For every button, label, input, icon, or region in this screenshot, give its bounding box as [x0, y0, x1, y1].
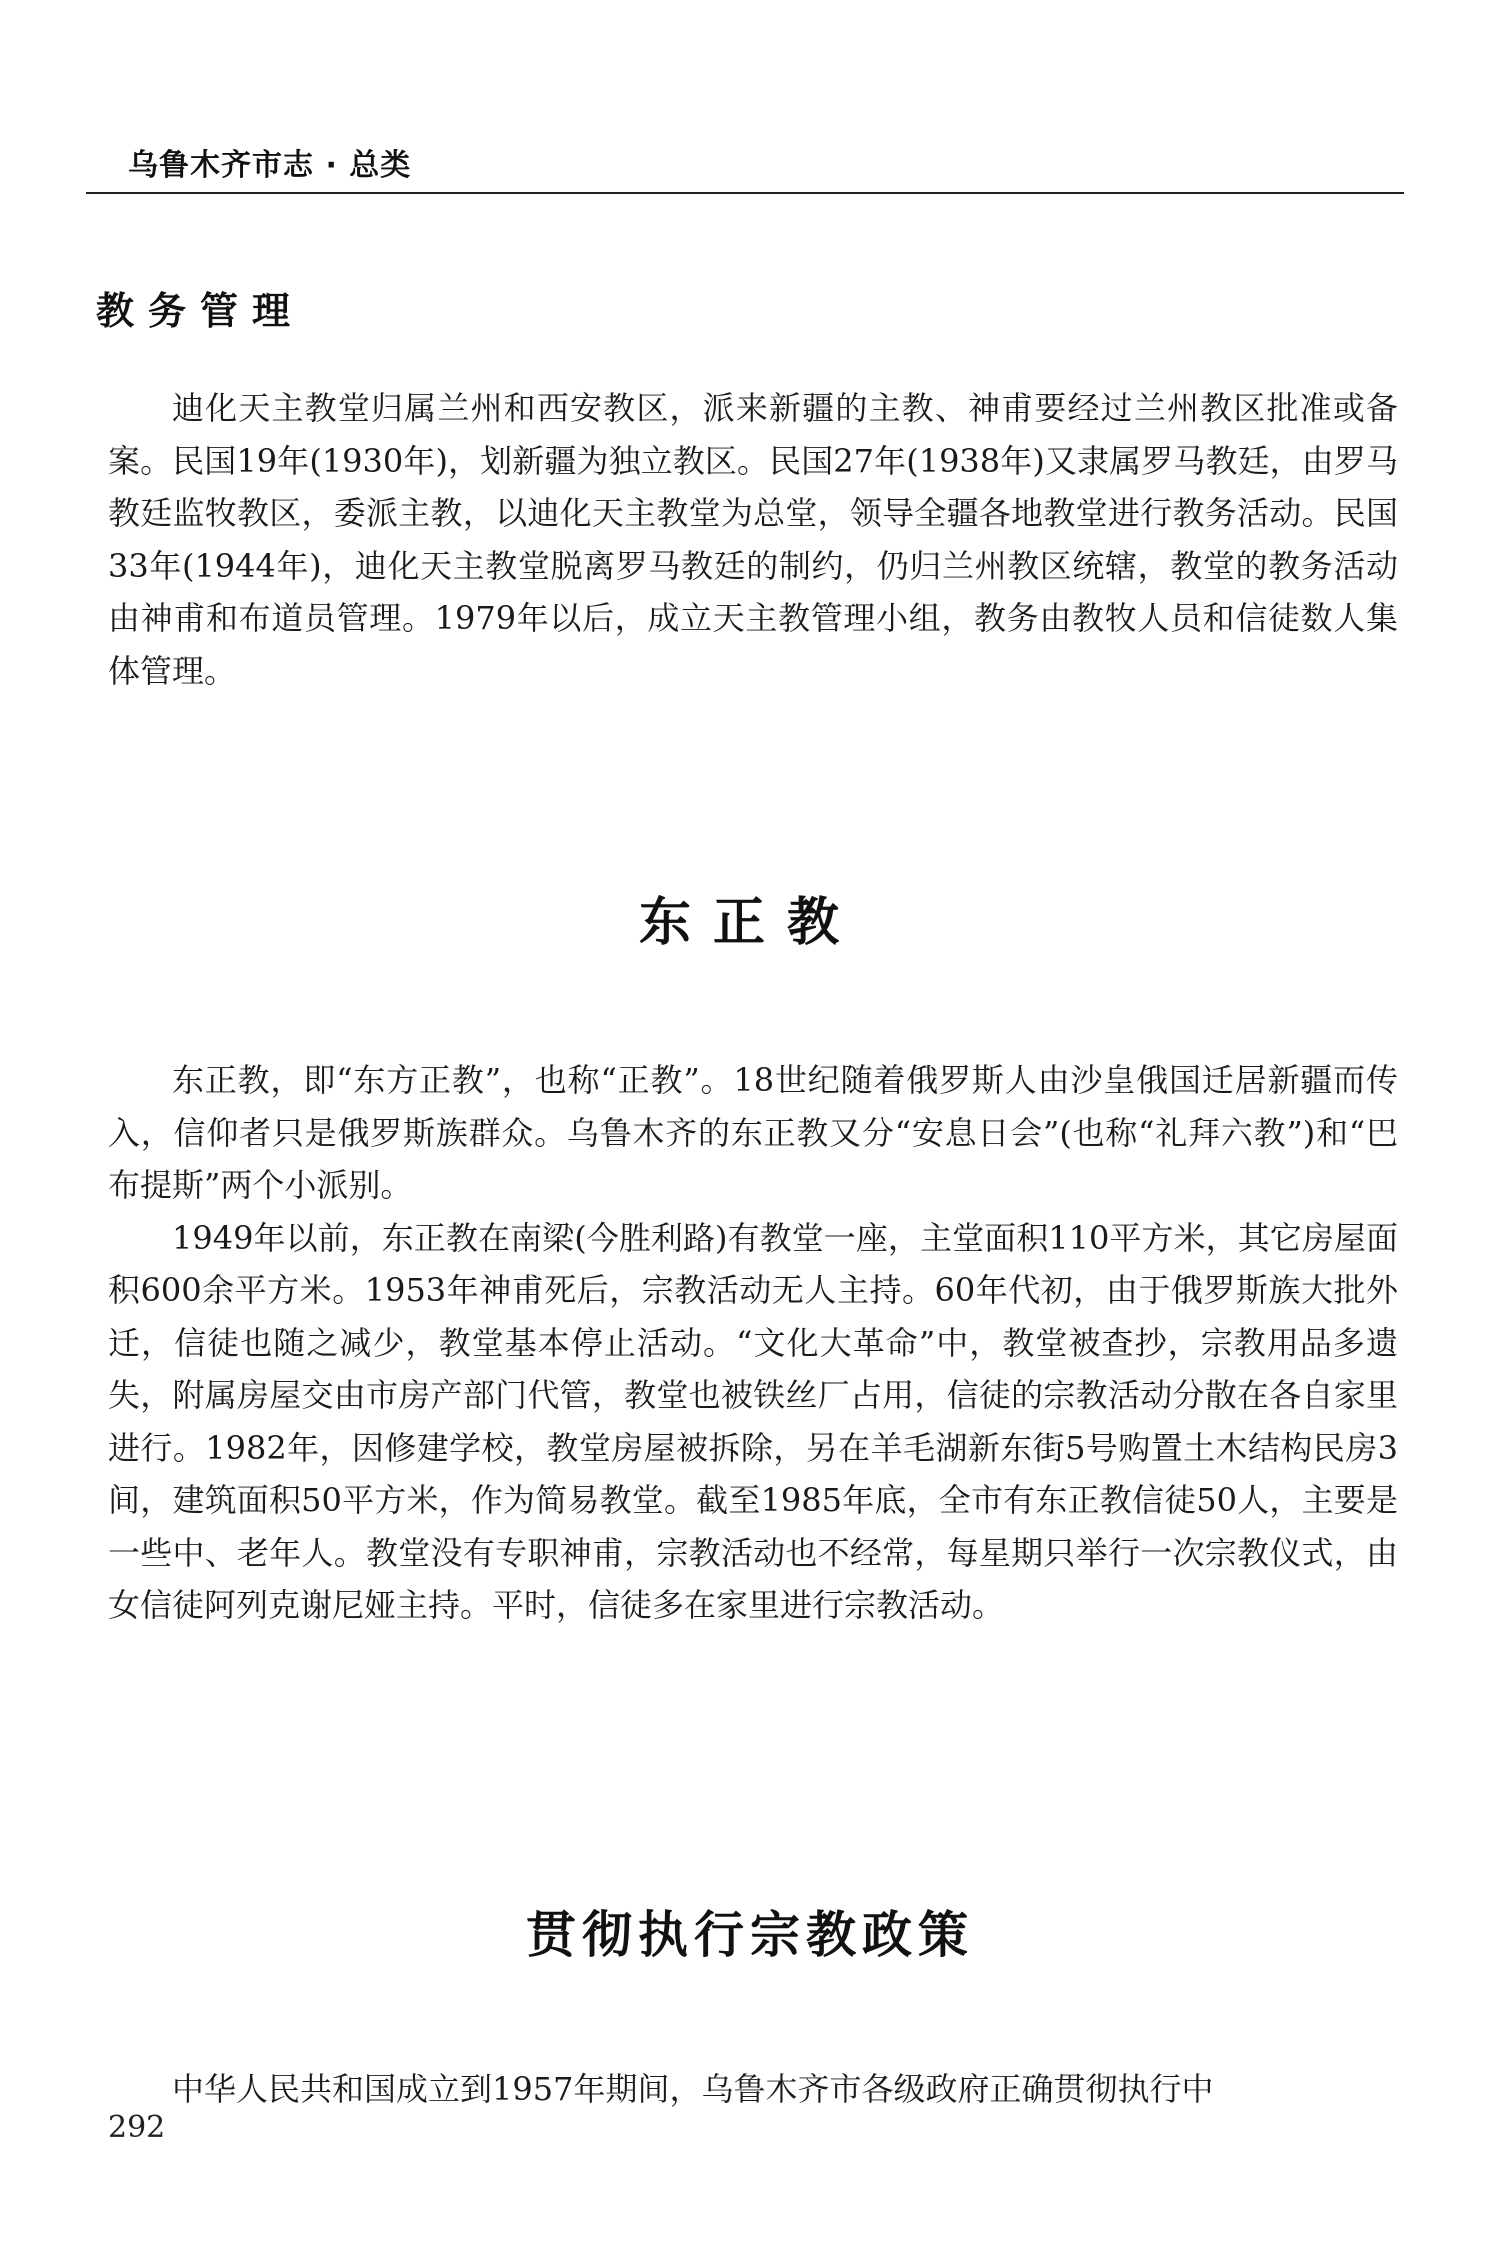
dongzhengjiao-body: [108, 1054, 1398, 1632]
jiaowu-body: [108, 382, 1398, 697]
subsection-title-jiaowu: 教务管理: [96, 289, 305, 333]
zhengce-body: [108, 2063, 1398, 2116]
running-header: 乌鲁木齐市志 · 总类: [128, 148, 412, 183]
paragraph: 1949年以前，东正教在南梁(今胜利路)有教堂一座，主堂面积110平方米，其它房屋面积600余平方米。1953年神甫死后，宗教活动无人主持。60年代初，由于俄罗斯族大批外迁，信徒也随之减少，教堂基本停止活动。“文化大革命”中，教堂被查抄，宗教用品多遗失，附属房屋交由市房产部门代管，教堂也被铁丝厂占用，信徒的宗教活动分散在各自家里进行。1982年，因修建学校，教堂房屋被拆除，另在羊毛湖新东街5号购置土木结构民房3间，建筑面积50平方米，作为简易教堂。截至1985年底，全市有东正教信徒50人，主要是一些中、老年人。教堂没有专职神甫，宗教活动也不经常，每星期只举行一次宗教仪式，由女信徒阿列克谢尼娅主持。平时，信徒多在家里进行宗教活动。: [108, 1218, 1398, 1624]
header-rule: [86, 192, 1404, 194]
paragraph: 迪化天主教堂归属兰州和西安教区，派来新疆的主教、神甫要经过兰州教区批准或备案。民国19年(1930年)，划新疆为独立教区。民国27年(1938年)又隶属罗马教廷，由罗马教廷监牧教区，委派主教，以迪化天主教堂为总堂，领导全疆各地教堂进行教务活动。民国33年(1944年)，迪化天主教堂脱离罗马教廷的制约，仍归兰州教区统辖，教堂的教务活动由神甫和布道员管理。1979年以后，成立天主教管理小组，教务由教牧人员和信徒数人集体管理。: [108, 389, 1398, 690]
chapter-title-dongzhengjiao: 东正教: [638, 892, 861, 953]
paragraph: 中华人民共和国成立到1957年期间，乌鲁木齐市各级政府正确贯彻执行中: [172, 2070, 1214, 2108]
page-number: 292: [108, 2110, 166, 2145]
paragraph: 东正教，即“东方正教”，也称“正教”。18世纪随着俄罗斯人由沙皇俄国迁居新疆而传入，信仰者只是俄罗斯族群众。乌鲁木齐的东正教又分“安息日会”(也称“礼拜六教”)和“巴布提斯”两个小派别。: [108, 1061, 1398, 1204]
chapter-title-zhengce: 贯彻执行宗教政策: [526, 1905, 974, 1964]
